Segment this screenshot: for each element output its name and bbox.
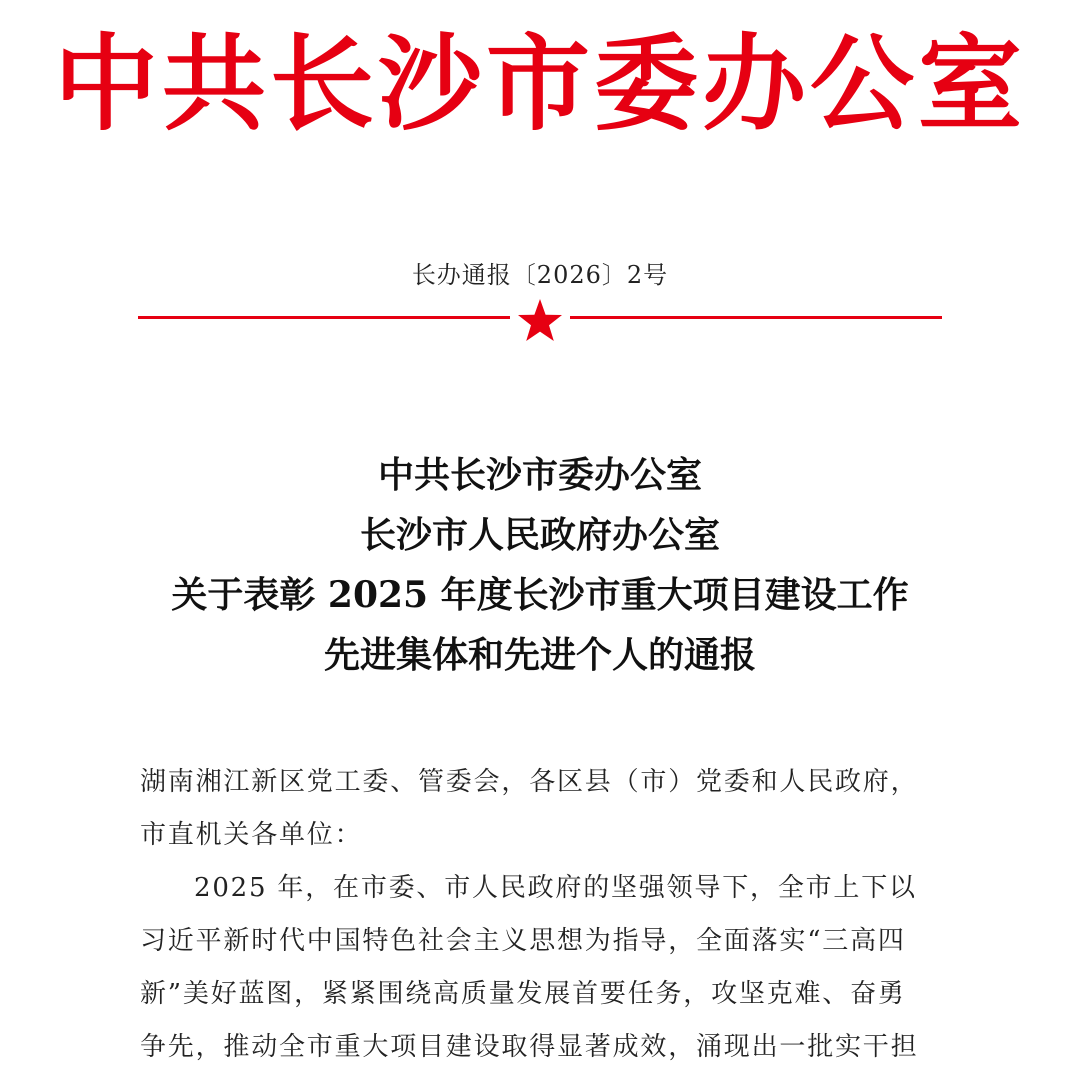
title-line: 关于表彰 2025 年度长沙市重大项目建设工作 — [171, 574, 909, 616]
document-body — [140, 756, 946, 1072]
issuer-masthead: 中共长沙市委办公室 — [53, 22, 1026, 145]
title-line: 长沙市人民政府办公室 — [359, 514, 720, 556]
salutation-line: 市直机关各单位： — [140, 820, 363, 850]
document-title — [0, 445, 1080, 685]
body-line: 习近平新时代中国特色社会主义思想为指导，全面落实“三高四 — [140, 926, 906, 956]
separator-line-left — [138, 316, 510, 319]
separator-line-right — [570, 316, 942, 319]
red-star-icon — [517, 298, 563, 342]
document-number: 长办通报〔2026〕2号 — [411, 261, 669, 289]
red-separator — [138, 298, 942, 342]
title-line: 先进集体和先进个人的通报 — [323, 634, 756, 676]
body-line: 新”美好蓝图，紧紧围绕高质量发展首要任务，攻坚克难、奋勇 — [140, 979, 906, 1009]
title-line: 中共长沙市委办公室 — [377, 454, 702, 496]
body-line: 2025 年，在市委、市人民政府的坚强领导下，全市上下以 — [194, 873, 917, 903]
body-line: 争先，推动全市重大项目建设取得显著成效，涌现出一批实干担 — [140, 1032, 919, 1062]
salutation-line: 湖南湘江新区党工委、管委会，各区县（市）党委和人民政府， — [140, 767, 919, 797]
